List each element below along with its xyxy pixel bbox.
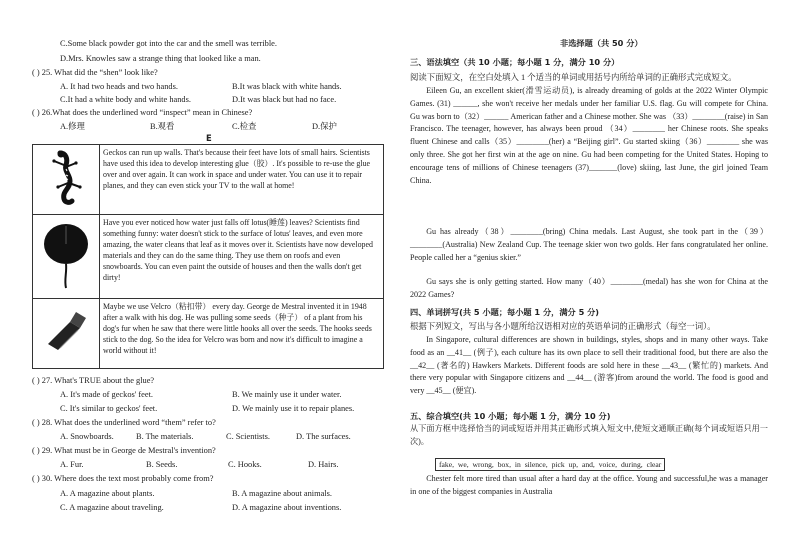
q27-option-a: A. It's made of geckos' feet. bbox=[60, 390, 154, 399]
q30-option-d: D. A magazine about inventions. bbox=[232, 503, 342, 512]
q27-question: ( ) 27. What's TRUE about the glue? bbox=[32, 376, 155, 385]
q25-option-a: A. It had two heads and two hands. bbox=[60, 82, 178, 91]
q28-option-d: D. The surfaces. bbox=[296, 432, 351, 441]
q24-option-c: C.Some black powder got into the car and the smell was terrible. bbox=[60, 39, 277, 48]
q29-option-a: A. Fur. bbox=[60, 460, 84, 469]
passage-lotus: Have you ever noticed how water just falls off lotus(睡莲) leaves? Scientists find something funny: water doesn't stick to the surface of lotus' leaves, and even more amazing, the water cleans that leaf as it moves over it. Scientists have now developed materials and they can do the same thing. They use them on roofs and even snowboards. You can even paint the outside of houses and then the walls don't get dirty! bbox=[100, 215, 384, 299]
section-e-label: E bbox=[206, 133, 212, 143]
sec3-paragraph-2: Gu has already（38）________(bring) China medals. Last August, she took part in the（39）________(Australia) New Zealand Cup. The teenage skier won two golds. Her fans congratulated her online. People called her a “genius skier.” bbox=[410, 227, 768, 262]
sec3-heading: 三、语法填空（共 10 小题；每小题 1 分，满分 10 分） bbox=[410, 57, 620, 67]
q24-option-d: D.Mrs. Knowles saw a strange thing that looked like a man. bbox=[60, 54, 261, 63]
section-title: 非选择题（共 50 分） bbox=[560, 38, 643, 48]
q26-question: ( ) 26.What does the underlined word “inspect” mean in Chinese? bbox=[32, 108, 253, 117]
sec3-paragraph-3: Gu says she is only getting started. How many（40）________(medal) has she won for China at the 2022 Games? bbox=[410, 277, 768, 299]
q25-question: ( ) 25. What did the “shen” look like? bbox=[32, 68, 158, 77]
q27-option-c: C. It's similar to geckos' feet. bbox=[60, 404, 158, 413]
passages-table bbox=[32, 144, 384, 369]
q28-option-c: C. Scientists. bbox=[226, 432, 270, 441]
q30-option-c: C. A magazine about traveling. bbox=[60, 503, 164, 512]
sec5-paragraph: Chester felt more tired than usual after a hard day at the office. Young and successful,he was a manager in one of the biggest companies in Australia bbox=[410, 474, 768, 496]
q27-option-b: B. We mainly use it under water. bbox=[232, 390, 342, 399]
velcro-image bbox=[33, 299, 100, 369]
word-box: fake, we, wrong, box, in silence, pick up, and, voice, during, clear bbox=[435, 458, 665, 471]
q26-option-a: A.修理 bbox=[60, 122, 85, 131]
q29-question: ( ) 29. What must be in George de Mestral's invention? bbox=[32, 446, 216, 455]
q26-option-b: B.观看 bbox=[150, 122, 175, 131]
q30-option-a: A. A magazine about plants. bbox=[60, 489, 155, 498]
q25-option-b: B.It was black with white hands. bbox=[232, 82, 342, 91]
q28-question: ( ) 28. What does the underlined word “them” refer to? bbox=[32, 418, 216, 427]
q27-option-d: D. We mainly use it to repair planes. bbox=[232, 404, 355, 413]
sec4-heading: 四、单词拼写(共 5 小题；每小题 1 分，满分 5 分) bbox=[410, 307, 600, 317]
gecko-image bbox=[33, 145, 100, 215]
q26-option-c: C.检查 bbox=[232, 122, 257, 131]
sec4-paragraph: In Singapore, cultural differences are shown in buildings, styles, shops and in many other ways. Take food as an __41__ (例子), each culture has its own place to sell their traditional food, but there are also the __42__ (著名的) Hawkers Markets. Different foods are sold here in these __43__ (繁忙的) markets. And there very popular with Singapore citizens and __44__ (游客)from around the world. The food is good and very __45__ (便宜). bbox=[410, 335, 768, 396]
sec5-instructions: 从下面方框中选择恰当的词或短语并用其正确形式填入短文中,使短文通顺正确(每个词或短语只用一次)。 bbox=[410, 424, 768, 446]
q29-option-c: C. Hooks. bbox=[228, 460, 262, 469]
q29-option-d: D. Hairs. bbox=[308, 460, 339, 469]
q28-option-a: A. Snowboards. bbox=[60, 432, 114, 441]
q30-question: ( ) 30. Where does the text most probably come from? bbox=[32, 474, 214, 483]
q25-option-d: D.It was black but had no face. bbox=[232, 95, 337, 104]
lotus-leaf-image bbox=[33, 215, 100, 299]
passage-gecko: Geckos can run up walls. That's because their feet have lots of small hairs. Scientists have used this idea to develop interesting glue（胶）. It's possible to re-use the glue over and over again. It can work in space and under water. You can use it to repair planes, and they can even stick your TV to the wall at home! bbox=[100, 145, 384, 215]
q25-option-c: C.It had a white body and white hands. bbox=[60, 95, 191, 104]
q29-option-b: B. Seeds. bbox=[146, 460, 178, 469]
sec4-instructions: 根据下列短文，写出与各小题所给汉语相对应的英语单词的正确形式（每空一词）。 bbox=[410, 322, 716, 331]
passage-velcro: Maybe we use Velcro（粘扣带） every day. George de Mestral invented it in 1948 after a walk with his dog. He was pulling some seeds（种子） of a plant from his dog's fur when he saw that there were little hooks all over the seeds. The hooks seeds stick to the dog. So the idea for Velcro was born and now it's difficult to imagine a world without it! bbox=[100, 299, 384, 369]
q30-option-b: B. A magazine about animals. bbox=[232, 489, 333, 498]
sec5-heading: 五、综合填空(共 10 小题；每小题 1 分，满分 10 分) bbox=[410, 411, 611, 421]
q28-option-b: B. The materials. bbox=[136, 432, 194, 441]
sec3-instructions: 阅读下面短文，在空白处填入 1 个适当的单词或用括号内所给单词的正确形式完成短文。 bbox=[410, 73, 737, 82]
sec3-paragraph-1: Eileen Gu, an excellent skier(滑雪运动员), is already dreaming of golds at the 2022 Winter Olympic Games. (31) ______, she won't receive her medals under her familiar U.S. flag. Gu will compete for China. Gu was born to（32）______ American father and a Chinese mother. She was （33）________(raise) in San Francisco. The teenager, however, has always been proud （34）________ her Chinese roots. She speaks fluent Chinese and calls（35）________(her) a “Beijing girl”. Gu started skiing（36）________ she was only three. She got her first win at the age on nine. Gu had been competing for the United States. Hoping to encourage tens of millions of Chinese teenagers (37)_______(love) skiing, last June, the girl joined Team China. bbox=[410, 86, 768, 185]
q26-option-d: D.保护 bbox=[312, 122, 337, 131]
